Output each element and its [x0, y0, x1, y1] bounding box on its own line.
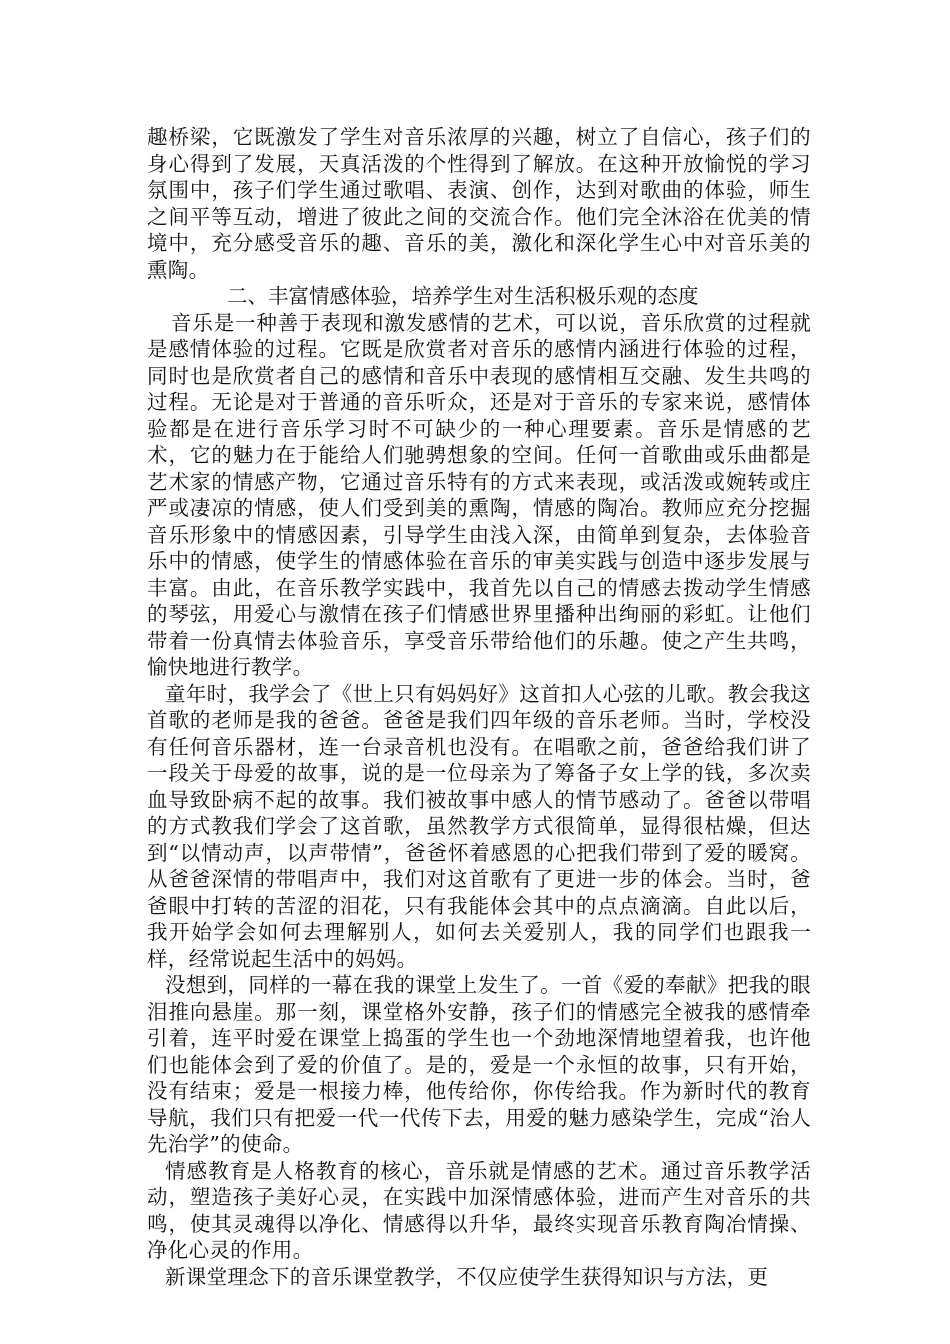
section-heading: 二、丰富情感体验，培养学生对生活积极乐观的态度 [227, 284, 699, 308]
paragraph-emotional-education: 情感教育是人格教育的核心，音乐就是情感的艺术。通过音乐教学活动，塑造孩子美好心灵，在实践中加深情感体验，进而产生对音乐的共鸣，使其灵魂得以净化、情感得以升华，最终实现音乐教育陶冶情操、净化心灵的作用。 [147, 1158, 811, 1262]
paragraph-classroom: 没想到，同样的一幕在我的课堂上发生了。一首《爱的奉献》把我的眼泪推向悬崖。那一刻，课堂格外安静，孩子们的情感完全被我的感情牵引着，连平时爱在课堂上捣蛋的学生也一个劲地深情地望着我，也许他们也能体会到了爱的价值了。是的，爱是一个永恒的故事，只有开始，没有结束；爱是一根接力棒，他传给你，你传给我。作为新时代的教育导航，我们只有把爱一代一代传下去，用爱的魅力感染学生，完成“治人先治学”的使命。 [147, 973, 811, 1156]
document-page [147, 124, 811, 1290]
paragraph-music-emotion: 音乐是一种善于表现和激发感情的艺术，可以说，音乐欣赏的过程就是感情体验的过程。它既是欣赏者对音乐的感情内涵进行体验的过程，同时也是欣赏者自己的感情和音乐中表现的感情相互交融、发生共鸣的过程。无论是对于普通的音乐听众，还是对于音乐的专家来说，感情体验都是在进行音乐学习时不可缺少的一种心理要素。音乐是情感的艺术，它的魅力在于能给人们驰骋想象的空间。任何一首歌曲或乐曲都是艺术家的情感产物，它通过音乐特有的方式来表现，或活泼或婉转或庄严或凄凉的情感，使人们受到美的熏陶，情感的陶冶。教师应充分挖掘音乐形象中的情感因素，引导学生由浅入深，由简单到复杂，去体验音乐中的情感，使学生的情感体验在音乐的审美实践与创造中逐步发展与丰富。由此，在音乐教学实践中，我首先以自己的情感去拨动学生情感的琴弦，用爱心与激情在孩子们情感世界里播种出绚丽的彩虹。让他们带着一份真情去体验音乐，享受音乐带给他们的乐趣。使之产生共鸣，愉快地进行教学。 [147, 310, 811, 679]
paragraph-new-classroom: 新课堂理念下的音乐课堂教学，不仅应使学生获得知识与方法，更 [165, 1264, 769, 1289]
paragraph-intro: 趣桥梁，它既激发了学生对音乐浓厚的兴趣，树立了自信心，孩子们的身心得到了发展，天真活泼的个性得到了解放。在这种开放愉悦的学习氛围中，孩子们学生通过歌唱、表演、创作，达到对歌曲的体验，师生之间平等互动，增进了彼此之间的交流合作。他们完全沐浴在优美的情境中，充分感受音乐的趣、音乐的美，激化和深化学生心中对音乐美的熏陶。 [147, 125, 811, 282]
paragraph-childhood: 童年时，我学会了《世上只有妈妈好》这首扣人心弦的儿歌。教会我这首歌的老师是我的爸爸。爸爸是我们四年级的音乐老师。当时，学校没有任何音乐器材，连一台录音机也没有。在唱歌之前，爸爸给我们讲了一段关于母爱的故事，说的是一位母亲为了筹备子女上学的钱，多次卖血导致卧病不起的故事。我们被故事中感人的情节感动了。爸爸以带唱的方式教我们学会了这首歌，虽然教学方式很简单，显得很枯燥，但达到“以情动声，以声带情”，爸爸怀着感恩的心把我们带到了爱的暖窝。从爸爸深情的带唱声中，我们对这首歌有了更进一步的体会。当时，爸爸眼中打转的苦涩的泪花，只有我能体会其中的点点滴滴。自此以后，我开始学会如何去理解别人，如何去关爱别人，我的同学们也跟我一样，经常说起生活中的妈妈。 [147, 681, 811, 971]
